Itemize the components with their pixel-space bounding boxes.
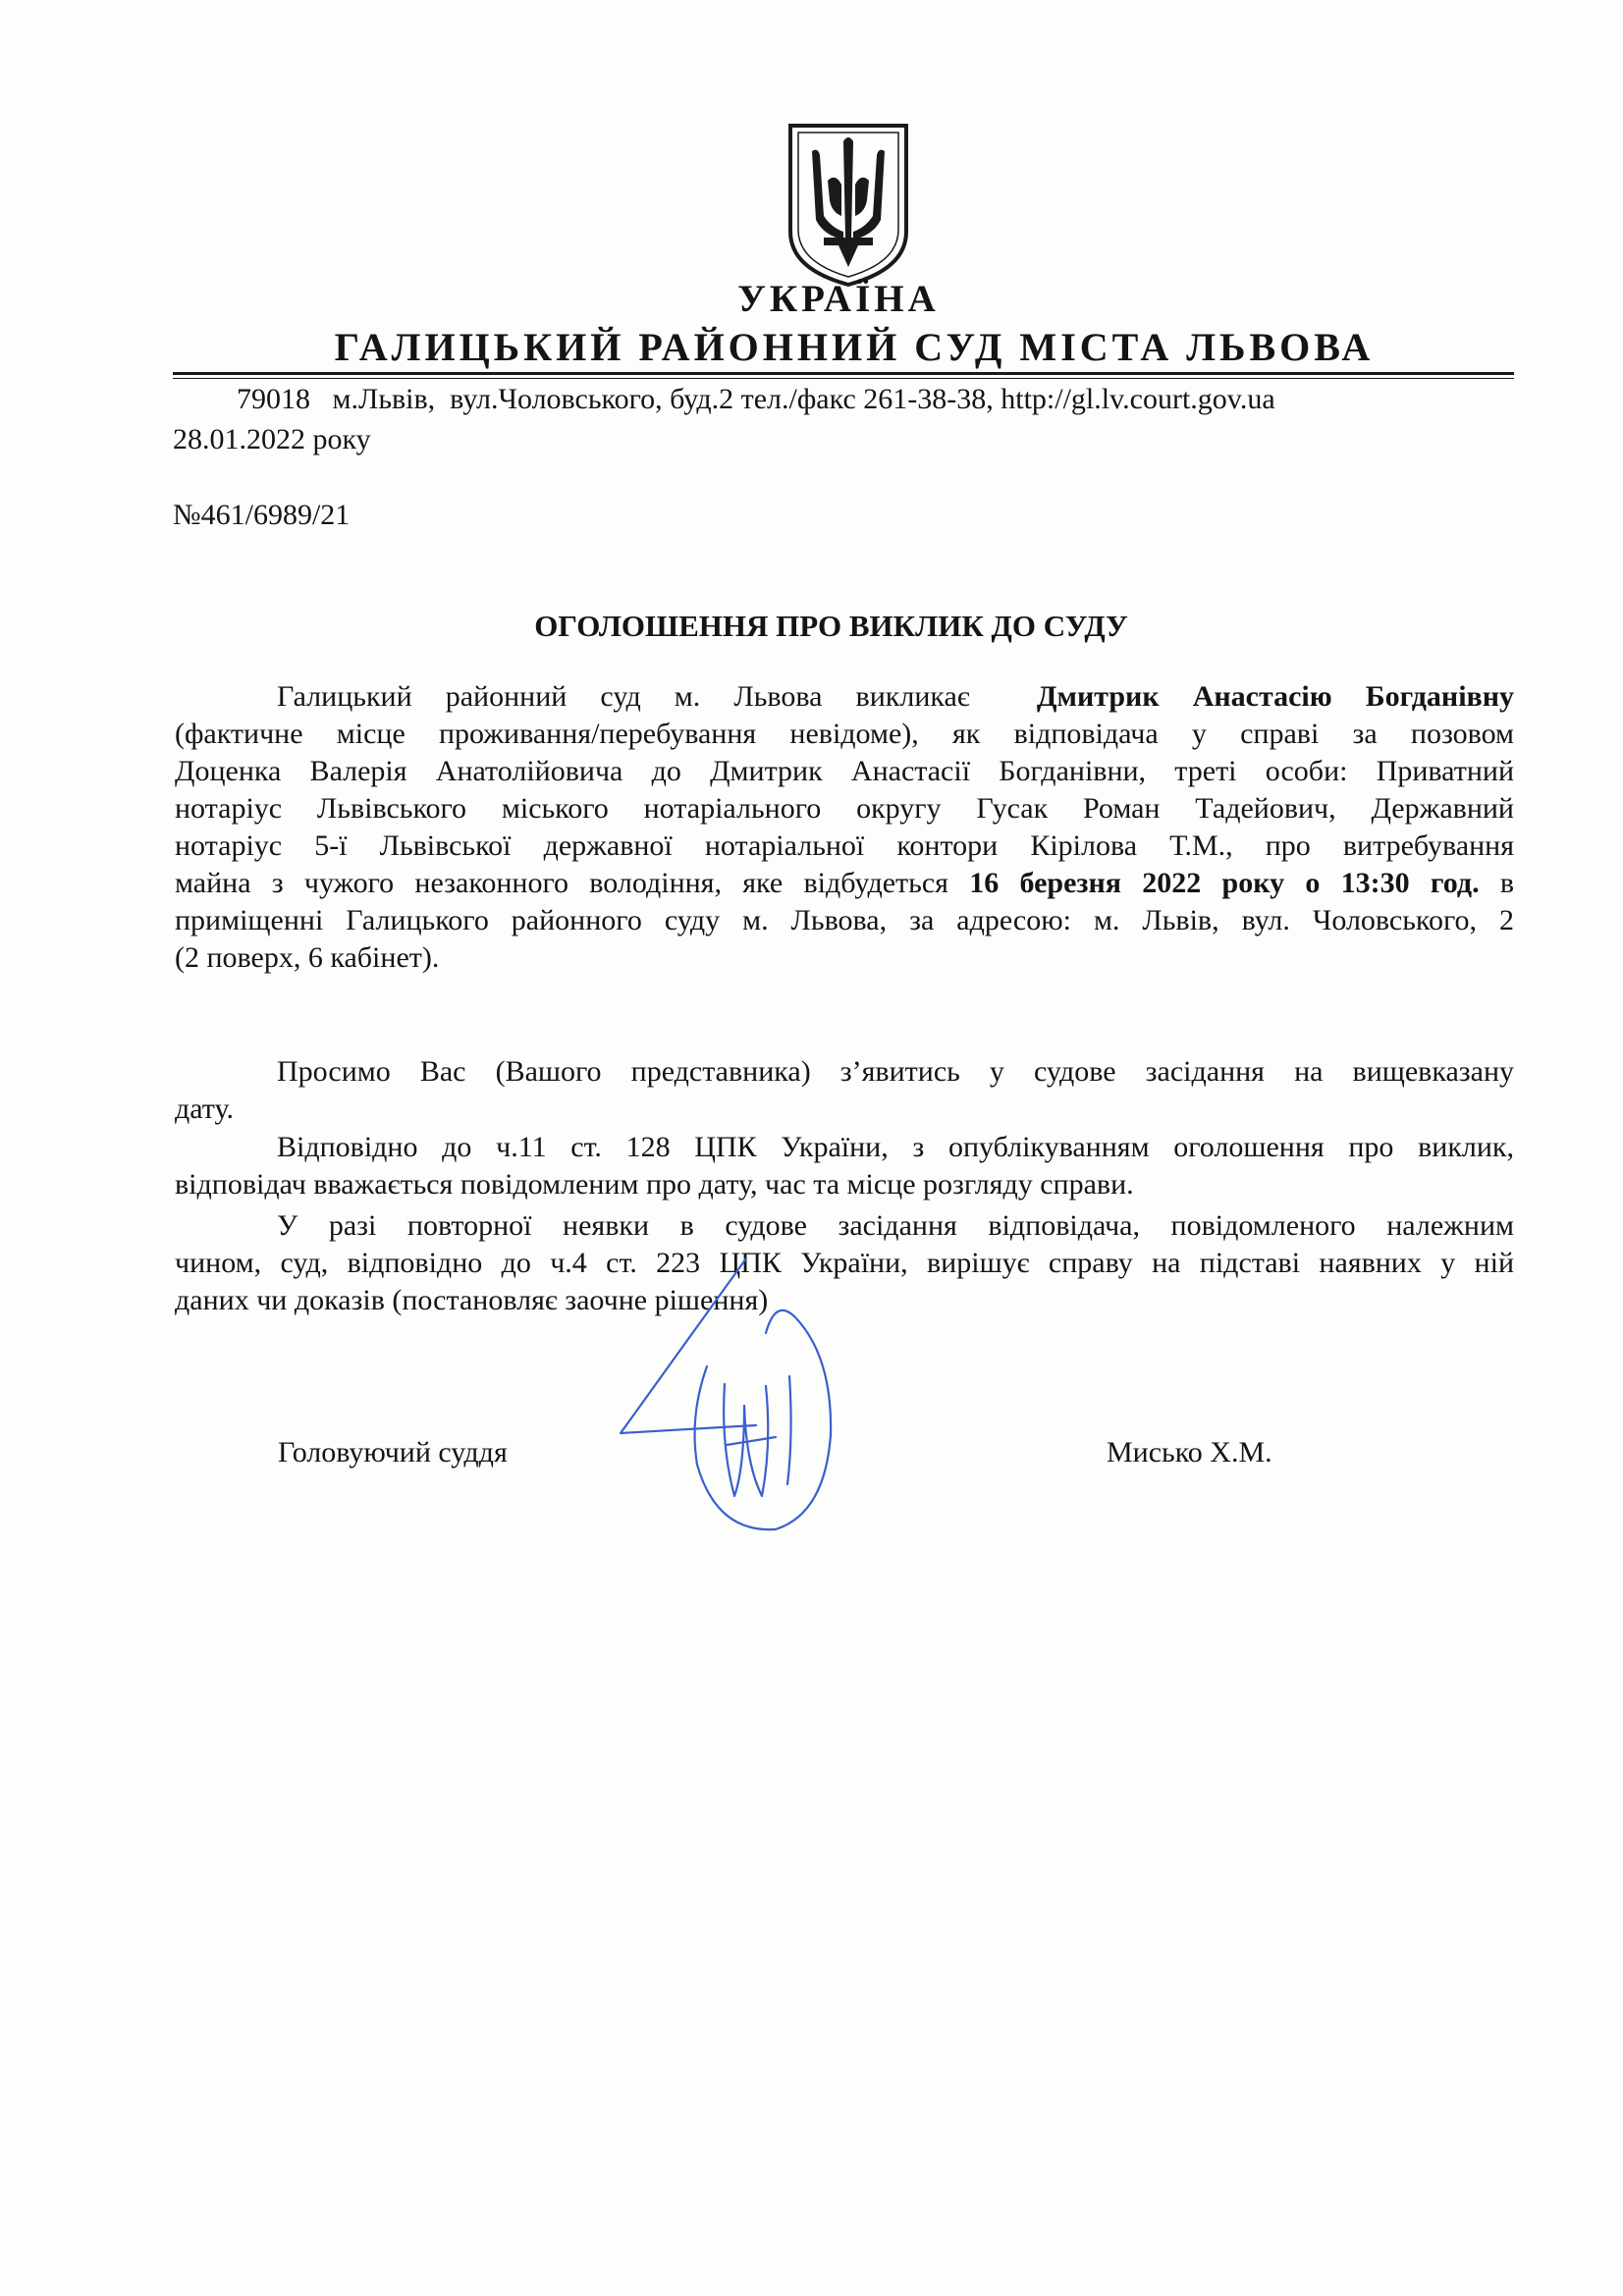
notice-paragraph xyxy=(175,1129,1514,1203)
paragraph-line: відповідач вважається повідомленим про дату, час та місце розгляду справи. xyxy=(175,1168,1134,1201)
header-divider xyxy=(173,372,1514,375)
country-name: УКРАЇНА xyxy=(737,278,940,320)
court-name: ГАЛИЦЬКИЙ РАЙОННИЙ СУД МІСТА ЛЬВОВА xyxy=(334,325,1375,369)
paragraph-line: У разі повторної неявки в судове засідання відповідача, повідомленого належним xyxy=(277,1209,1514,1242)
header-divider-thin xyxy=(173,378,1514,379)
request-paragraph xyxy=(175,1053,1514,1128)
defendant-name: Дмитрик Анастасію Богданівну xyxy=(1036,680,1515,713)
paragraph-line: Просимо Вас (Вашого представника) з’явитись у судове засідання на вищевказану xyxy=(277,1055,1514,1088)
paragraph-line: приміщенні Галицького районного суду м. Львова, за адресою: м. Львів, вул. Чоловського, 2 xyxy=(175,904,1514,936)
paragraph-line: Галицький районний суд м. Львова викликає Дмитрик Анастасію Богданівну xyxy=(277,680,1515,713)
paragraph-line: нотаріус Львівського міського нотаріального округу Гусак Роман Тадейович, Державний xyxy=(175,792,1514,825)
paragraph-line: (2 поверх, 6 кабінет). xyxy=(175,941,440,974)
paragraph-line: (фактичне місце проживання/перебування невідоме), як відповідача у справі за позовом xyxy=(175,718,1514,750)
paragraph-line: Відповідно до ч.11 ст. 128 ЦПК України, з опублікуванням оголошення про виклик, xyxy=(277,1131,1514,1163)
paragraph-line: Доценка Валерія Анатолійовича до Дмитрик Анастасії Богданівни, треті особи: Приватний xyxy=(175,755,1514,787)
judge-name: Мисько Х.М. xyxy=(1107,1436,1272,1468)
court-address: 79018 м.Львів, вул.Чоловського, буд.2 тел./факс 261-38-38, http://gl.lv.court.gov.ua xyxy=(237,383,1275,415)
hearing-datetime: 16 березня 2022 року о 13:30 год. xyxy=(969,867,1480,899)
document-date: 28.01.2022 року xyxy=(173,423,371,455)
coat-of-arms-trident-icon xyxy=(784,122,912,289)
paragraph-line: нотаріус 5-ї Львівської державної нотаріальної контори Кірілова Т.М., про витребування xyxy=(175,829,1514,862)
summons-paragraph xyxy=(175,678,1514,977)
paragraph-line: майна з чужого незаконного володіння, яке відбудеться 16 березня 2022 року о 13:30 год. в xyxy=(175,867,1515,899)
paragraph-line: чином, суд, відповідно до ч.4 ст. 223 ЦПК України, вирішує справу на підставі наявних у ній xyxy=(175,1247,1514,1279)
document-title: ОГОЛОШЕННЯ ПРО ВИКЛИК ДО СУДУ xyxy=(534,609,1128,643)
paragraph-line: дату. xyxy=(175,1093,235,1125)
judge-role: Головуючий суддя xyxy=(278,1436,508,1468)
paragraph-line: даних чи доказів (постановляє заочне рішення) xyxy=(175,1284,769,1316)
absence-paragraph xyxy=(175,1207,1514,1319)
handwritten-signature-icon xyxy=(609,1239,844,1543)
case-number: №461/6989/21 xyxy=(173,499,351,531)
